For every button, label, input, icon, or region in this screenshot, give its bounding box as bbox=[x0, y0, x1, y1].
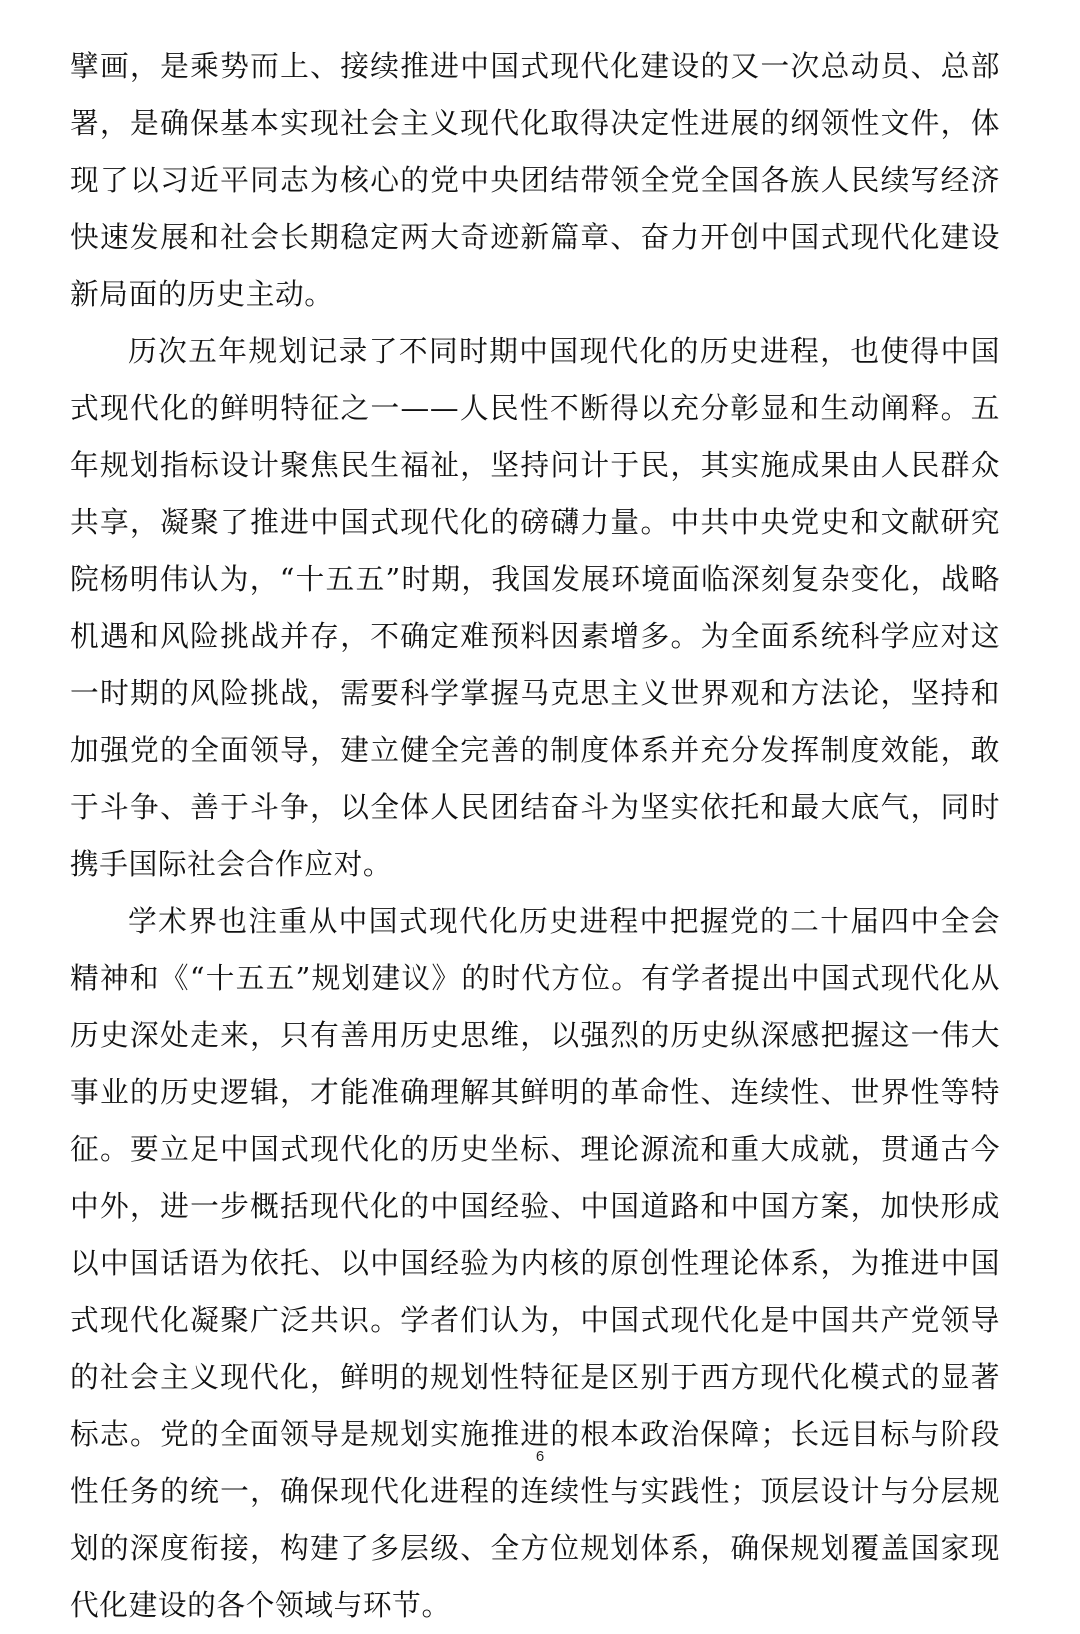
paragraph-people-centered: 历次五年规划记录了不同时期中国现代化的历史进程，也使得中国式现代化的鲜明特征之一——人民性不断得以充分彰显和生动阐释。五年规划指标设计聚焦民生福祉，坚持问计于民，其实施成果由人民群众共享，凝聚了推进中国式现代化的磅礴力量。中共中央党史和文献研究院杨明伟认为，“十五五”时期，我国发展环境面临深刻复杂变化，战略机遇和风险挑战并存，不确定难预料因素增多。为全面系统科学应对这一时期的风险挑战，需要科学掌握马克思主义世界观和方法论，坚持和加强党的全面领导，建立健全完善的制度体系并充分发挥制度效能，敢于斗争、善于斗争，以全体人民团结奋斗为坚实依托和最大底气，同时携手国际社会合作应对。 bbox=[70, 334, 1000, 881]
document-body bbox=[70, 38, 1000, 1634]
paragraph-continuation: 擘画，是乘势而上、接续推进中国式现代化建设的又一次总动员、总部署，是确保基本实现社会主义现代化取得决定性进展的纲领性文件，体现了以习近平同志为核心的党中央团结带领全党全国各族人民续写经济快速发展和社会长期稳定两大奇迹新篇章、奋力开创中国式现代化建设新局面的历史主动。 bbox=[70, 49, 1000, 311]
page-number: 6 bbox=[535, 1448, 545, 1465]
paragraph-academic-view: 学术界也注重从中国式现代化历史进程中把握党的二十届四中全会精神和《“十五五”规划建议》的时代方位。有学者提出中国式现代化从历史深处走来，只有善用历史思维，以强烈的历史纵深感把握这一伟大事业的历史逻辑，才能准确理解其鲜明的革命性、连续性、世界性等特征。要立足中国式现代化的历史坐标、理论源流和重大成就，贯通古今中外，进一步概括现代化的中国经验、中国道路和中国方案，加快形成以中国话语为依托、以中国经验为内核的原创性理论体系，为推进中国式现代化凝聚广泛共识。学者们认为，中国式现代化是中国共产党领导的社会主义现代化，鲜明的规划性特征是区别于西方现代化模式的显著标志。党的全面领导是规划实施推进的根本政治保障；长远目标与阶段性任务的统一，确保现代化进程的连续性与实践性；顶层设计与分层规划的深度衔接，构建了多层级、全方位规划体系，确保规划覆盖国家现代化建设的各个领域与环节。 bbox=[70, 904, 1000, 1622]
